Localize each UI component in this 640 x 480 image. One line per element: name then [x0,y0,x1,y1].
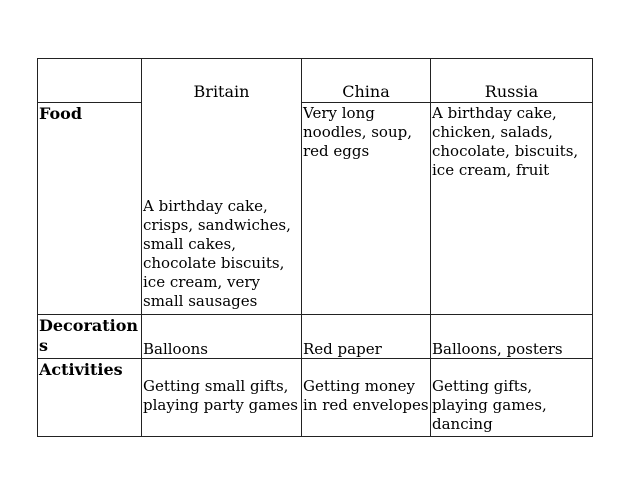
table-border-bottom [37,436,593,437]
cell-decorations-britain: Balloons [143,340,208,358]
comparison-table [37,58,593,438]
column-divider-3 [430,58,431,437]
cell-activities-russia: Getting gifts, playing games, dancing [432,377,547,433]
cell-food-britain: A birthday cake, crisps, sandwiches, small cakes, chocolate biscuits, ice cream, very small sausages [143,197,291,310]
row-label-decorations: Decorations [39,316,139,355]
row-label-activities: Activities [39,360,123,379]
column-header-china: China [342,82,390,101]
table-border-left [37,58,38,437]
header-row-divider-left [37,102,141,103]
food-row-divider [37,314,593,315]
header-row-divider-right [301,102,593,103]
column-header-britain: Britain [193,82,250,101]
cell-decorations-china: Red paper [303,340,382,358]
column-header-russia: Russia [484,82,539,101]
cell-decorations-russia: Balloons, posters [432,340,563,358]
table-border-top [37,58,593,59]
column-divider-1 [141,58,142,437]
cell-food-china: Very long noodles, soup, red eggs [303,104,412,160]
cell-food-russia: A birthday cake, chicken, salads, chocolate, biscuits, ice cream, fruit [432,104,579,179]
column-divider-2 [301,58,302,437]
cell-activities-britain: Getting small gifts, playing party games [143,377,298,414]
cell-activities-china: Getting money in red envelopes [303,377,429,414]
row-label-food: Food [39,104,83,123]
table-border-right [592,58,593,437]
